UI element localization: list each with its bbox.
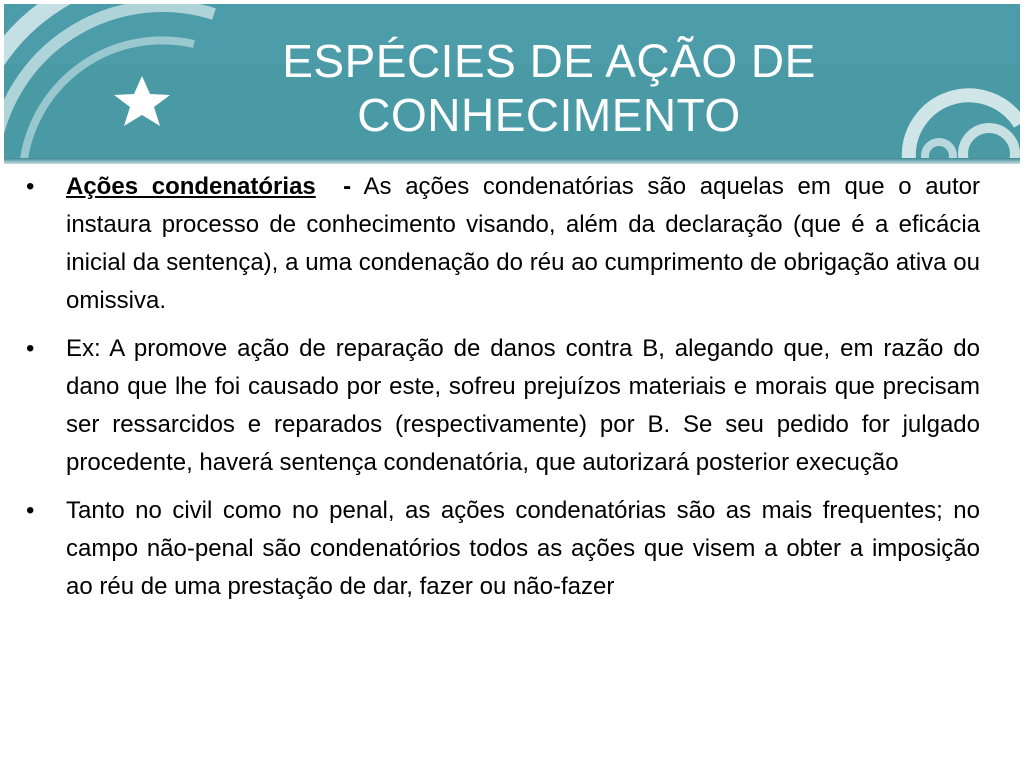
bullet-text: Ex: A promove ação de reparação de danos contra B, alegando que, em razão do dano que lhe foi causado por este, sofreu prejuízos materiais e morais que precisam ser ressarcidos e reparados (respectivamente) por B. Se seu pedido for julgado procedente, haverá sentença condenatória, que autorizará posterior execução [66, 335, 980, 476]
bullet-marker: • [26, 173, 35, 200]
bullet-list [26, 168, 980, 616]
bullet-item-2 [26, 330, 980, 482]
title-line-2: CONHECIMENTO [357, 89, 741, 141]
slide-title [164, 34, 934, 142]
bullet-text [66, 168, 980, 320]
bullet-text: Tanto no civil como no penal, as ações condenatórias são as mais frequentes; no campo não-penal são condenatórios todos as ações que visem a obter a imposição ao réu de uma prestação de dar, fazer ou não-fazer [66, 497, 980, 600]
title-line-1: ESPÉCIES DE AÇÃO DE [282, 35, 816, 87]
banner-shadow [4, 158, 1020, 164]
title-banner [4, 4, 1020, 160]
bullet-item-3 [26, 492, 980, 606]
bullet-dash: - [343, 173, 352, 200]
bullet-term: Ações condenatórias [66, 173, 316, 200]
bullet-marker: • [26, 497, 35, 524]
bullet-body: As ações condenatórias são aquelas em que o autor instaura processo de conhecimento visando, além da declaração (que é a eficácia inicial da sentença), a uma condenação do réu ao cumprimento de obrigação ativa ou omissiva. [66, 173, 980, 314]
bullet-marker: • [26, 335, 35, 362]
bullet-item-1 [26, 168, 980, 320]
